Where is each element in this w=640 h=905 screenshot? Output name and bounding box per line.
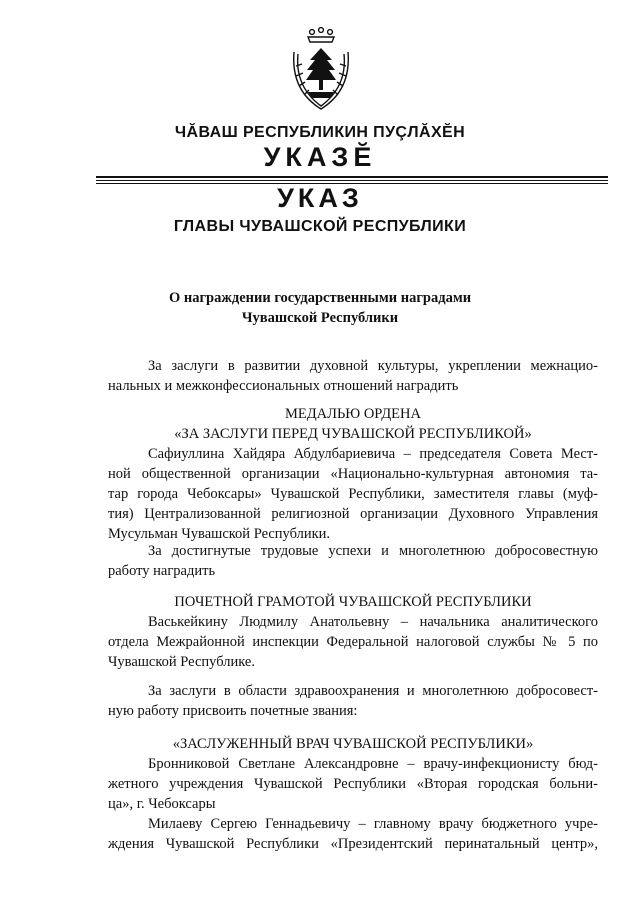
russian-header-line: ГЛАВЫ ЧУВАШСКОЙ РЕСПУБЛИКИ (173, 218, 467, 235)
paragraph-merit-culture (108, 356, 598, 396)
russian-title: УКАЗ (277, 183, 363, 213)
text-line: Чувашской Республике. (108, 654, 255, 670)
chuvash-title: УКАЗĔ (263, 142, 377, 172)
text-line: тия) Централизованной религиозной организации Духовного Управления (108, 506, 598, 522)
subject-line: Чувашской Республики (241, 310, 399, 326)
text-line: За заслуги в области здравоохранения и многолетнюю добросовест- (148, 683, 598, 699)
text-line: ной общественной организации «Национально-культурная автономия та- (108, 466, 598, 482)
award-title: МЕДАЛЬЮ ОРДЕНА (285, 406, 421, 422)
award-title: «ЗАСЛУЖЕННЫЙ ВРАЧ ЧУВАШСКОЙ РЕСПУБЛИКИ» (172, 736, 534, 752)
header-rule-thick (96, 176, 608, 178)
chuvash-header-line: ЧĂВАШ РЕСПУБЛИКИН ПУÇЛĂХĔН (174, 124, 466, 141)
text-line: тар города Чебоксары» Чувашской Республики, заместителя главы (муф- (108, 486, 598, 502)
text-line: жетного учреждения Чувашской Республики «Вторая городская больни- (108, 776, 598, 792)
subject-line: О награждении государственными наградами (168, 290, 472, 306)
decree-subject (0, 288, 640, 328)
text-line: нальных и межконфессиональных отношений наградить (108, 378, 459, 394)
coat-of-arms-emblem (290, 26, 352, 110)
text-line: За достигнутые трудовые успехи и многолетнюю добросовестную (148, 543, 598, 559)
text-line: ждения Чувашской Республики «Президентский перинатальный центр», (108, 836, 598, 852)
text-line: ца», г. Чебоксары (108, 796, 216, 812)
award-title: «ЗА ЗАСЛУГИ ПЕРЕД ЧУВАШСКОЙ РЕСПУБЛИКОЙ» (174, 426, 532, 442)
paragraph-merit-health (108, 681, 598, 721)
text-line: Мусульман Чувашской Республики. (108, 526, 331, 542)
paragraph-awardee-milaev (108, 814, 598, 854)
paragraph-awardee-bronnikova (108, 754, 598, 814)
text-line: работу наградить (108, 563, 216, 579)
text-line: Милаеву Сергею Геннадьевичу – главному врачу бюджетного учре- (148, 816, 598, 832)
text-line: отдела Межрайонной инспекции Федеральной налоговой службы № 5 по (108, 634, 598, 650)
header-rule-thin (96, 180, 608, 181)
text-line: Сафиуллина Хайдяра Абдулбариевича – председателя Совета Мест- (148, 446, 598, 462)
text-line: Васькейкину Людмилу Анатольевну – начальника аналитического (148, 614, 598, 630)
award-title: ПОЧЕТНОЙ ГРАМОТОЙ ЧУВАШСКОЙ РЕСПУБЛИКИ (174, 594, 532, 610)
text-line: За заслуги в развитии духовной культуры, укреплении межнацио- (148, 358, 598, 374)
paragraph-merit-labor (108, 541, 598, 581)
text-line: ную работу присвоить почетные звания: (108, 703, 358, 719)
paragraph-awardee-safiullin (108, 444, 598, 544)
paragraph-awardee-vaskeikina (108, 612, 598, 672)
text-line: Бронниковой Светлане Александровне – врачу-инфекционисту бюд- (148, 756, 598, 772)
